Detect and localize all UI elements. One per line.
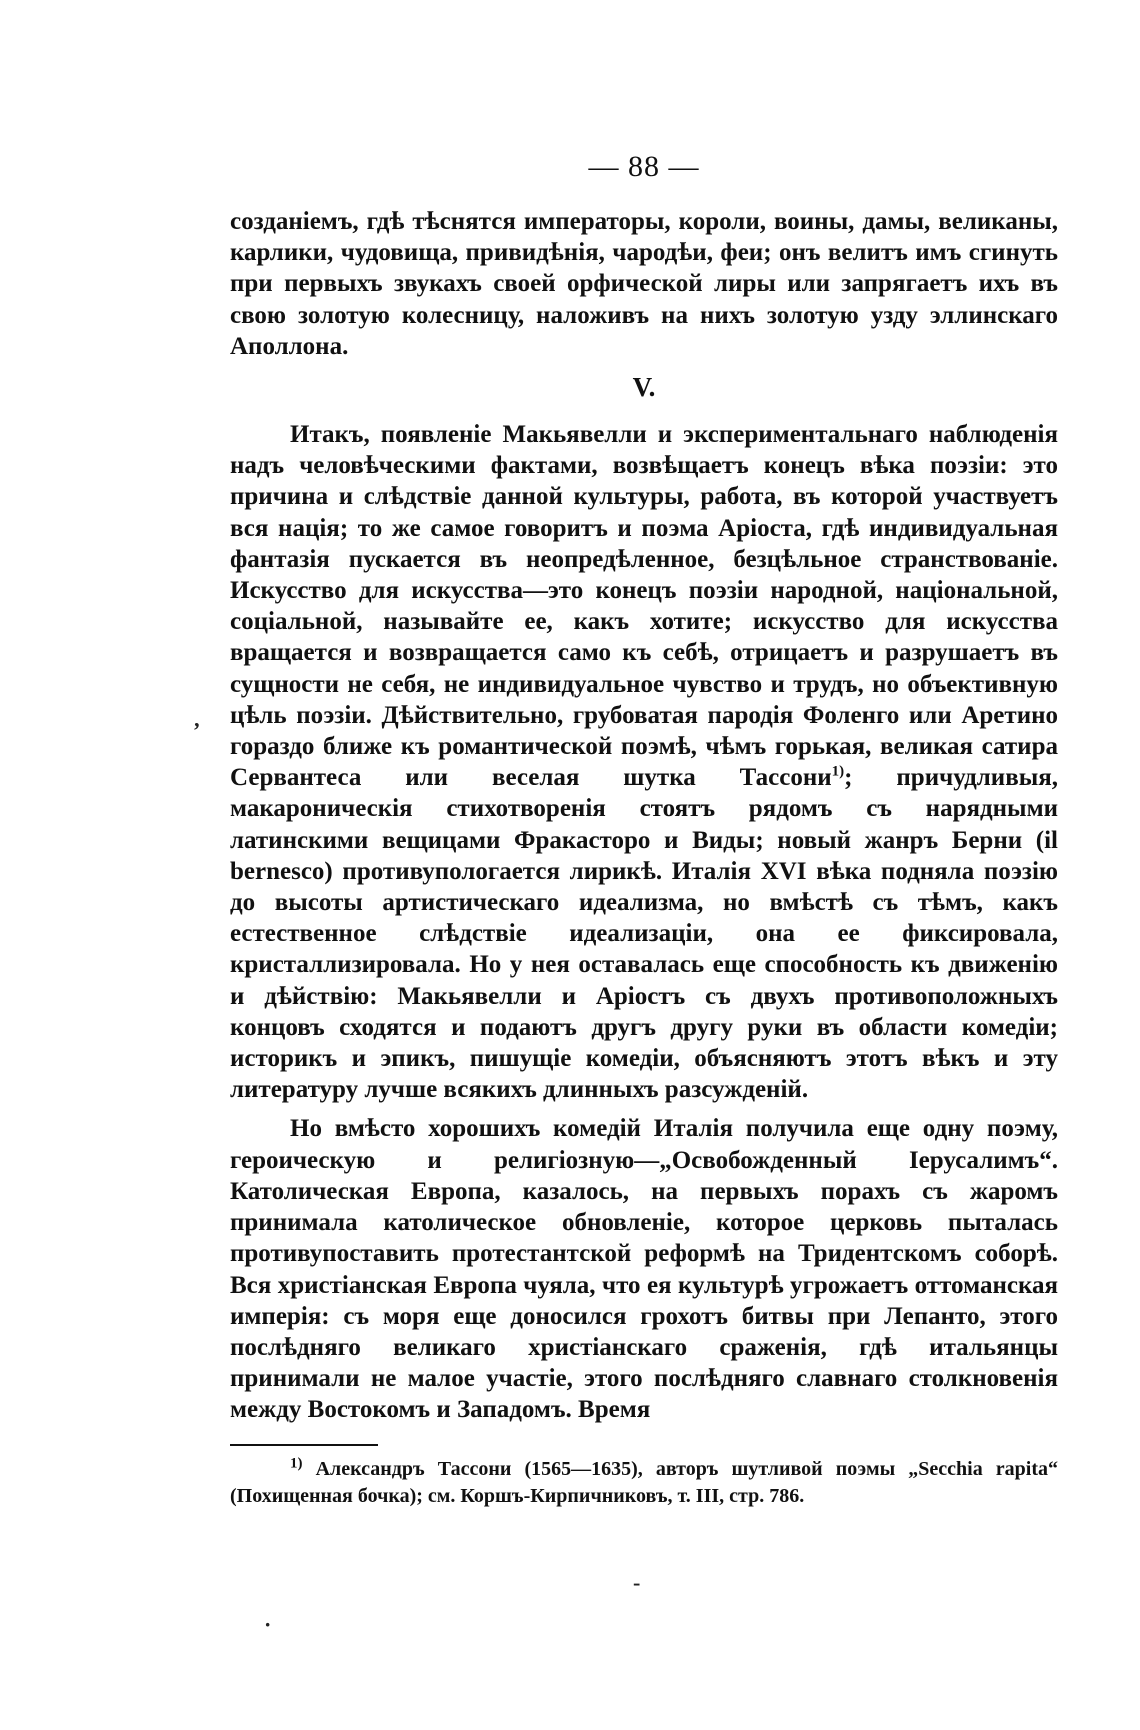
footnote-text: Александръ Тассони (1565—1635), авторъ шутливой поэмы „Secchia rapita“ (Похищенная бочка); см. Коршъ-Кирпичниковъ, т. III, стр. 786. (230, 1457, 1058, 1507)
page-body (230, 150, 1058, 1510)
footnote (230, 1456, 1058, 1510)
page-number: — 88 — (588, 150, 700, 183)
paragraph-main-part-2: ; причудливыя, макароническія стихотворенія стоятъ рядомъ съ нарядными латинскими вещицами Фракасторо и Виды; новый жанръ Берни (il bernesco) противупологается лирикѣ. Италія XVI вѣка подняла поэзію до высоты артистическаго идеализма, но вмѣстѣ съ тѣмъ, какъ естественное слѣдствіе идеализаціи, она ее фиксировала, кристаллизировала. Но у нея оставалась еще способность къ движенію и дѣйствію: Макьявелли и Аріостъ съ двухъ противоположныхъ концовъ сходятся и подаютъ другъ другу руки въ области комедіи; историкъ и эпикъ, пишущіе комедіи, объясняютъ этотъ вѣкъ и эту литературу лучше всякихъ длинныхъ разсужденій. (230, 764, 1058, 1104)
footnote-divider (230, 1444, 378, 1446)
section-heading: V. (632, 372, 656, 403)
margin-tick: ʼ (193, 718, 201, 743)
paragraph-continued: созданіемъ, гдѣ тѣснятся императоры, короли, воины, дамы, великаны, карлики, чудовища, привидѣнія, чародѣи, феи; онъ велитъ имъ сгинуть при первыхъ звукахъ своей орфической лиры или запрягаетъ ихъ въ свою золотую колесницу, наложивъ на нихъ золотую узду эллинскаго Аполлона. (230, 208, 1058, 360)
footnote-reference: 1) (831, 763, 845, 780)
footnote-marker: 1) (290, 1454, 303, 1471)
stray-mark: - (633, 1570, 641, 1595)
paragraph-closing: Но вмѣсто хорошихъ комедій Италія получила еще одну поэму, героическую и религіозную—„Освобожденный Іерусалимъ“. Католическая Европа, казалось, на первыхъ порахъ съ жаромъ принимала католическое обновленіе, которое церковь пыталась противупоставить протестантской реформѣ на Тридентскомъ соборѣ. Вся христіанская Европа чуяла, что ея культурѣ угрожаетъ оттоманская имперія: съ моря еще доносился грохотъ битвы при Лепанто, этого послѣдняго великаго христіанскаго сраженія, гдѣ итальянцы принимали не малое участіе, этого послѣдняго славнаго столкновенія между Востокомъ и Западомъ. Время (230, 1115, 1058, 1424)
paragraph-main (230, 419, 1058, 1105)
paragraph-main-part-1: Итакъ, появленіе Макьявелли и экспериментальнаго наблюденія надъ человѣческими фактами, возвѣщаетъ конецъ вѣка поэзіи: это причина и слѣдствіе данной культуры, работа, въ которой участвуетъ вся нація; то же самое говоритъ и поэма Аріоста, гдѣ индивидуальная фантазія пускается въ неопредѣленное, безцѣльное странствованіе. Искусство для искусства—это конецъ поэзіи народной, національной, соціальной, называйте ее, какъ хотите; искусство для искусства вращается и возвращается само къ себѣ, отрицаетъ и разрушаетъ въ сущности не себя, не индивидуальное чувство и трудъ, но объективную цѣль поэзіи. Дѣйствительно, грубоватая пародія Фоленго или Аретино гораздо ближе къ романтической поэмѣ, чѣмъ горькая, великая сатира Сервантеса или веселая шутка Тассони (230, 421, 1058, 792)
stray-dot: · (264, 1612, 272, 1637)
